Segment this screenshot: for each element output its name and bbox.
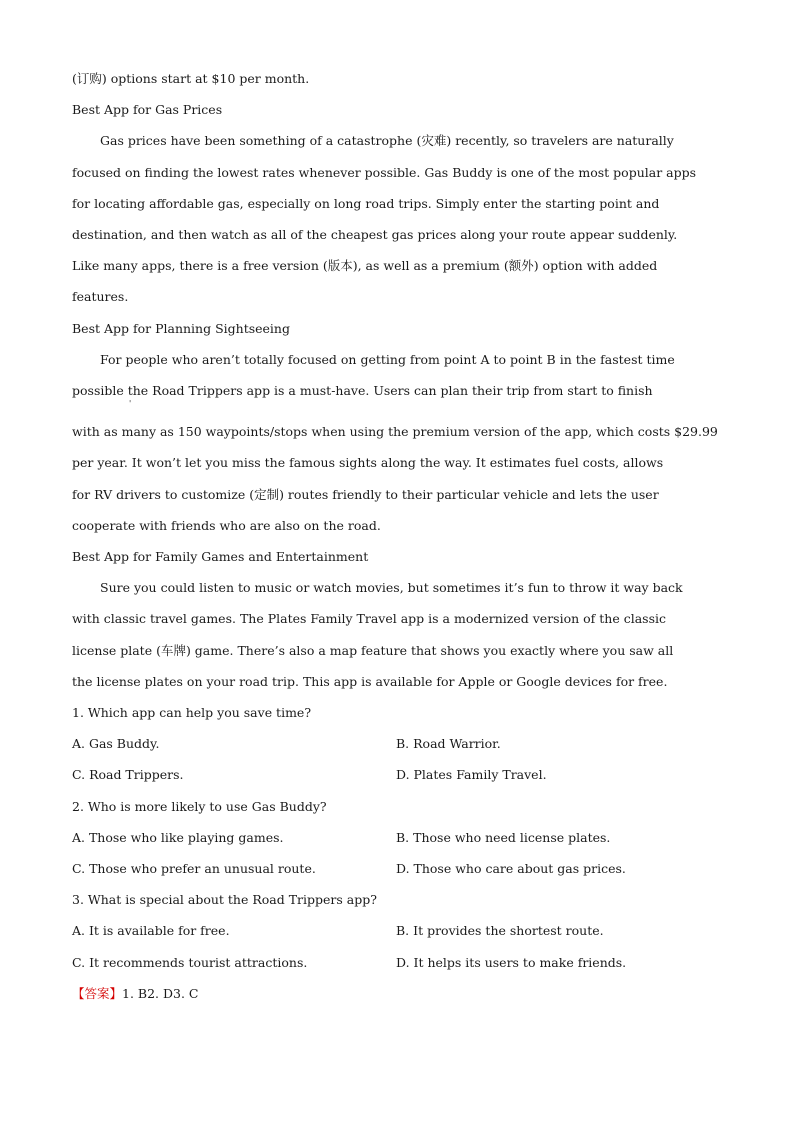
section-heading-gas-prices: Best App for Gas Prices [72, 102, 223, 118]
option-a: A. Gas Buddy. [72, 736, 160, 752]
option-b: B. Road Warrior. [396, 736, 501, 752]
option-d: D. It helps its users to make friends. [396, 954, 627, 970]
option-row [72, 947, 724, 978]
paragraph-line: For people who aren’t totally focused on getting from point A to point B in the fastest time [100, 351, 675, 367]
paragraph-line: Gas prices have been something of a catastrophe (灾难) recently, so travelers are naturally [100, 133, 674, 149]
option-c: C. Those who prefer an unusual route. [72, 861, 316, 877]
intro-tail-line: (订购) options start at $10 per month. [72, 71, 310, 86]
section-heading-sightseeing: Best App for Planning Sightseeing [72, 320, 290, 336]
paragraph-line: with as many as 150 waypoints/stops when using the premium version of the app, which costs $29.99 [72, 424, 718, 440]
paragraph-line: destination, and then watch as all of the cheapest gas prices along your route appear suddenly. [72, 227, 678, 243]
option-a: A. Those who like playing games. [72, 829, 284, 845]
option-c: C. It recommends tourist attractions. [72, 954, 308, 970]
option-row [72, 915, 724, 946]
option-d: D. Those who care about gas prices. [396, 861, 626, 877]
option-row [72, 822, 724, 853]
question-stem: 3. What is special about the Road Trippers app? [72, 892, 377, 908]
paragraph-line: license plate (车牌) game. There’s also a map feature that shows you exactly where you saw all [72, 642, 674, 658]
paragraph-line: possible the Road Trippers app is a must-have. Users can plan their trip from start to finish [72, 383, 653, 399]
question-stem: 1. Which app can help you save time? [72, 705, 312, 721]
option-row [72, 853, 724, 884]
document-page [72, 63, 724, 1009]
answer-text: 1. B2. D3. C [122, 985, 199, 1001]
option-row [72, 728, 724, 759]
option-row [72, 759, 724, 790]
paragraph-line: features. [72, 289, 129, 305]
paragraph-line: cooperate with friends who are also on the road. [72, 517, 381, 533]
option-d: D. Plates Family Travel. [396, 767, 547, 783]
option-a: A. It is available for free. [72, 923, 230, 939]
stray-mark: ' [129, 399, 132, 408]
paragraph-line: Sure you could listen to music or watch movies, but sometimes it’s fun to throw it way back [100, 580, 683, 596]
paragraph-line: focused on finding the lowest rates whenever possible. Gas Buddy is one of the most popular apps [72, 164, 697, 180]
option-b: B. Those who need license plates. [396, 829, 611, 845]
option-c: C. Road Trippers. [72, 767, 184, 783]
answer-label: 【答案】 [72, 985, 123, 1001]
question-stem: 2. Who is more likely to use Gas Buddy? [72, 798, 327, 814]
paragraph-line: with classic travel games. The Plates Family Travel app is a modernized version of the classic [72, 611, 666, 627]
paragraph-line: per year. It won’t let you miss the famous sights along the way. It estimates fuel costs, allows [72, 455, 664, 471]
option-b: B. It provides the shortest route. [396, 923, 604, 939]
paragraph-line: for locating affordable gas, especially on long road trips. Simply enter the starting point and [72, 195, 660, 211]
paragraph-line: Like many apps, there is a free version (版本), as well as a premium (额外) option with added [72, 258, 658, 274]
paragraph-line: the license plates on your road trip. This app is available for Apple or Google devices for free. [72, 673, 668, 689]
paragraph-line: for RV drivers to customize (定制) routes friendly to their particular vehicle and lets the user [72, 486, 659, 502]
answer-line [72, 978, 724, 1009]
section-heading-family-games: Best App for Family Games and Entertainment [72, 549, 369, 565]
